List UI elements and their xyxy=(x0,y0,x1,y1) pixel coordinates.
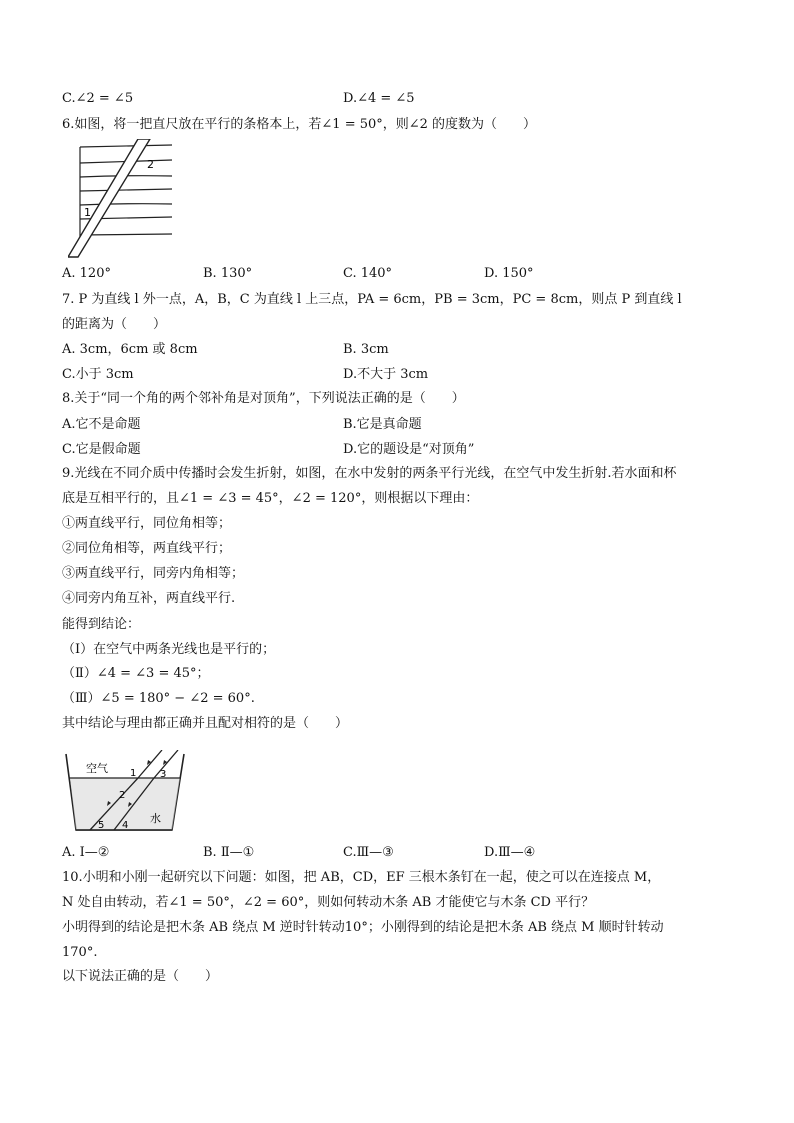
angle-1-label: 1 xyxy=(84,206,91,219)
q7-option-d: D.不大于 3cm xyxy=(343,367,429,382)
cup-refraction-figure xyxy=(62,750,190,834)
q8-option-d: D.它的题设是“对顶角” xyxy=(343,442,475,457)
q9-option-a: A. Ⅰ—② xyxy=(62,845,110,860)
q9-conclusion-1: （Ⅰ）在空气中两条光线也是平行的； xyxy=(62,642,276,657)
q8-stem: 8.关于“同一个角的两个邻补角是对顶角”，下列说法正确的是（ ） xyxy=(62,391,465,406)
water-label: 水 xyxy=(150,812,161,825)
q7-option-a: A. 3cm，6cm 或 8cm xyxy=(62,342,198,357)
angle-3-label: 3 xyxy=(160,769,167,780)
angle-1-label: 1 xyxy=(130,768,137,779)
q9-stem-line2: 底是互相平行的，且∠1 = ∠3 = 45°，∠2 = 120°，则根据以下理由： xyxy=(62,491,479,506)
ruler-notebook-figure xyxy=(68,139,176,261)
q9-reason-1: ①两直线平行，同位角相等； xyxy=(62,516,232,531)
q6-stem: 6.如图，将一把直尺放在平行的条格本上，若∠1 = 50°，则∠2 的度数为（ ） xyxy=(62,117,537,132)
air-label: 空气 xyxy=(86,762,108,775)
q6-option-d: D. 150° xyxy=(484,266,534,281)
q8-option-a: A.它不是命题 xyxy=(62,417,141,432)
q9-question: 其中结论与理由都正确并且配对相符的是（ ） xyxy=(62,716,349,731)
q10-question: 以下说法正确的是（ ） xyxy=(62,969,219,984)
q9-option-b: B. Ⅱ—① xyxy=(203,845,255,860)
q9-option-d: D.Ⅲ—④ xyxy=(484,845,536,860)
q7-option-b: B. 3cm xyxy=(343,342,389,357)
q9-conclusion-3: （Ⅲ）∠5 = 180° − ∠2 = 60°. xyxy=(62,691,255,706)
q9-reason-3: ③两直线平行，同旁内角相等； xyxy=(62,566,245,581)
q9-option-c: C.Ⅲ—③ xyxy=(343,845,394,860)
angle-2-label: 2 xyxy=(147,158,154,171)
q10-stem-line4: 170°. xyxy=(62,945,98,960)
q9-reason-2: ②同位角相等，两直线平行； xyxy=(62,541,232,556)
q9-conclusion-2: （Ⅱ）∠4 = ∠3 = 45°； xyxy=(62,666,210,681)
q7-stem-line2: 的距离为（ ） xyxy=(62,317,167,332)
option-d: D.∠4 = ∠5 xyxy=(343,91,415,106)
angle-2-label: 2 xyxy=(119,790,126,801)
q8-option-b: B.它是真命题 xyxy=(343,417,422,432)
q10-stem-line2: N 处自由转动，若∠1 = 50°，∠2 = 60°，则如何转动木条 AB 才能使它与木条 CD 平行？ xyxy=(62,895,595,910)
q10-stem-line3: 小明得到的结论是把木条 AB 绕点 M 逆时针转动10°；小刚得到的结论是把木条 AB 绕点 M 顺时针转动 xyxy=(62,920,664,935)
option-c: C.∠2 = ∠5 xyxy=(62,91,134,106)
q7-stem-line1: 7. P 为直线 l 外一点，A，B，C 为直线 l 上三点，PA = 6cm，PB = 3cm，PC = 8cm，则点 P 到直线 l xyxy=(62,292,682,307)
angle-4-label: 4 xyxy=(122,820,129,831)
q10-stem-line1: 10.小明和小刚一起研究以下问题：如图，把 AB，CD，EF 三根木条钉在一起，使之可以在连接点 M， xyxy=(62,870,661,885)
q6-option-b: B. 130° xyxy=(203,266,253,281)
q6-option-c: C. 140° xyxy=(343,266,393,281)
angle-5-label: 5 xyxy=(98,820,105,831)
q6-option-a: A. 120° xyxy=(62,266,111,281)
q9-stem-line1: 9.光线在不同介质中传播时会发生折射，如图，在水中发射的两条平行光线，在空气中发生折射.若水面和杯 xyxy=(62,466,677,481)
q7-option-c: C.小于 3cm xyxy=(62,367,134,382)
q9-conclusion-intro: 能得到结论： xyxy=(62,617,141,632)
q9-reason-4: ④同旁内角互补，两直线平行. xyxy=(62,591,236,606)
q8-option-c: C.它是假命题 xyxy=(62,442,141,457)
